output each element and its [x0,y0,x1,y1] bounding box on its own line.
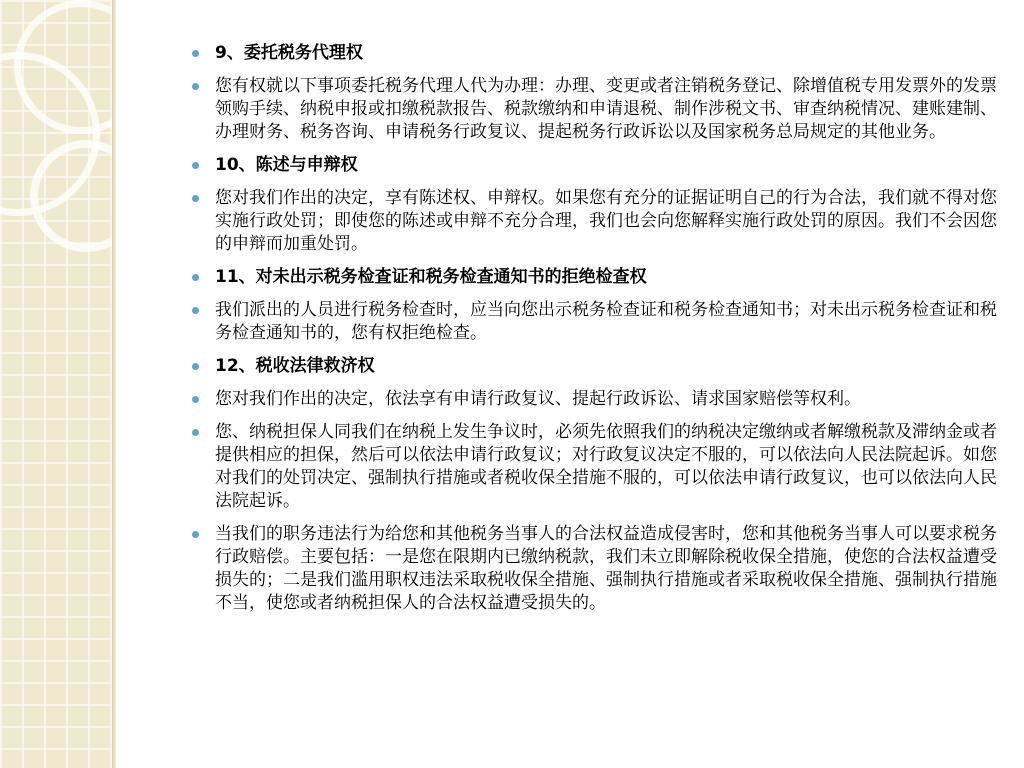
paragraph-compensation [188,523,1004,615]
section-heading-11 [188,266,1004,289]
bullet-text: 您、纳税担保人同我们在纳税上发生争议时，必须先依照我们的纳税决定缴纳或者解缴税款及滞纳金或者提供相应的担保，然后可以依法申请行政复议；对行政复议决定不服的，可以依法向人民法院起诉。如您对我们的处罚决定、强制执行措施或者税收保全措施不服的，可以依法申请行政复议，也可以依法向人民法院起诉。 [215,422,997,511]
paragraph-refuse-inspection [188,299,1004,345]
bullet-text: 当我们的职务违法行为给您和其他税务当事人的合法权益造成侵害时，您和其他税务当事人可以要求税务行政赔偿。主要包括：一是您在限期内已缴纳税款，我们未立即解除税收保全措施，使您的合法权益遭受损失的；二是我们滥用职权违法采取税收保全措施、强制执行措施或者采取税收保全措施、强制执行措施不当，使您或者纳税担保人的合法权益遭受损失的。 [215,524,997,613]
side-panel-edge [112,0,116,768]
paragraph-dispute-procedure [188,421,1004,513]
section-heading-12 [188,355,1004,378]
section-heading-9 [188,42,1004,65]
bullet-text: 您有权就以下事项委托税务代理人代为办理：办理、变更或者注销税务登记、除增值税专用发票外的发票领购手续、纳税申报或扣缴税款报告、税款缴纳和申请退税、制作涉税文书、审查纳税情况、建账建制、办理财务、税务咨询、申请税务行政复议、提起税务行政诉讼以及国家税务总局规定的其他业务。 [215,76,997,142]
bullet-text: 10、陈述与申辩权 [215,155,358,175]
paragraph-agent-right [188,75,1004,144]
bullet-text: 11、对未出示税务检查证和税务检查通知书的拒绝检查权 [215,267,647,287]
paragraph-statement-defense [188,187,1004,256]
bullet-text: 12、税收法律救济权 [215,356,375,376]
bullet-text: 9、委托税务代理权 [215,43,363,63]
paragraph-legal-remedy [188,388,1004,411]
decorative-side-panel [0,0,112,768]
bullet-text: 我们派出的人员进行税务检查时，应当向您出示税务检查证和税务检查通知书；对未出示税务检查证和税务检查通知书的，您有权拒绝检查。 [215,300,997,343]
bullet-text: 您对我们作出的决定，依法享有申请行政复议、提起行政诉讼、请求国家赔偿等权利。 [215,389,861,409]
bullet-text: 您对我们作出的决定，享有陈述权、申辩权。如果您有充分的证据证明自己的行为合法，我们就不得对您实施行政处罚；即使您的陈述或申辩不充分合理，我们也会向您解释实施行政处罚的原因。我们不会因您的申辩而加重处罚。 [215,188,997,254]
section-heading-10 [188,154,1004,177]
bullet-list [188,42,1004,625]
